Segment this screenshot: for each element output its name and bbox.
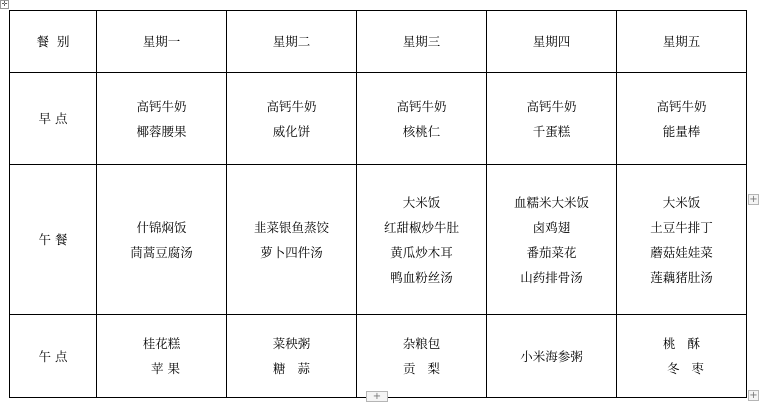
- add-column-button[interactable]: [748, 194, 759, 205]
- menu-item: 蘑菇娃娃菜: [650, 244, 713, 260]
- corner-cell: [10, 11, 97, 73]
- menu-cell[interactable]: [617, 315, 747, 398]
- header-row: [10, 11, 747, 73]
- menu-item: 冬 枣: [659, 361, 704, 376]
- meal-label: 午 餐: [38, 232, 68, 247]
- plus-icon: +: [749, 194, 758, 205]
- menu-cell[interactable]: [97, 165, 227, 315]
- table-resize-handle[interactable]: [748, 390, 759, 401]
- day-header: [617, 11, 747, 73]
- menu-item: 土豆牛排丁: [650, 219, 713, 235]
- meal-row: [10, 165, 747, 315]
- menu-cell[interactable]: [227, 73, 357, 165]
- day-label: 星期五: [662, 34, 701, 49]
- menu-item: 椰蓉腰果: [136, 123, 187, 139]
- add-row-button[interactable]: [366, 391, 388, 402]
- day-label: 星期三: [402, 34, 441, 49]
- plus-icon: +: [749, 390, 758, 401]
- menu-item: 桃 酥: [663, 336, 700, 351]
- menu-item: 番茄菜花: [526, 244, 577, 260]
- menu-cell[interactable]: [487, 73, 617, 165]
- menu-item: 红甜椒炒牛肚: [383, 219, 459, 235]
- day-label: 星期二: [272, 34, 311, 49]
- menu-item: 贡 梨: [403, 361, 440, 376]
- menu-item: 山药排骨汤: [520, 269, 583, 285]
- menu-item: 威化饼: [272, 123, 311, 139]
- menu-item: 大米饭: [662, 194, 701, 210]
- weekly-menu-table: [9, 10, 747, 398]
- menu-item: 高钙牛奶: [266, 98, 317, 114]
- meal-row: [10, 315, 747, 398]
- menu-item: 黄瓜炒木耳: [390, 244, 453, 260]
- menu-item: 大米饭: [402, 194, 441, 210]
- menu-item: 桂花糕: [142, 336, 181, 351]
- menu-cell[interactable]: [97, 73, 227, 165]
- menu-cell[interactable]: [357, 73, 487, 165]
- menu-item: 高钙牛奶: [526, 98, 577, 114]
- menu-item: 卤鸡翅: [532, 219, 571, 235]
- menu-item: 鸭血粉丝汤: [390, 269, 453, 285]
- menu-item: 莲藕猪肚汤: [650, 269, 713, 285]
- meal-label-cell: [10, 315, 97, 398]
- day-label: 星期一: [142, 34, 181, 49]
- menu-item: 什锦焖饭: [136, 219, 187, 235]
- menu-item: 高钙牛奶: [396, 98, 447, 114]
- menu-item: 茼蒿豆腐汤: [130, 244, 193, 260]
- menu-item: 千蛋糕: [532, 123, 571, 139]
- menu-item: 萝卜四件汤: [260, 244, 323, 260]
- day-header: [487, 11, 617, 73]
- menu-cell[interactable]: [357, 165, 487, 315]
- plus-icon: +: [372, 391, 382, 402]
- move-cross-icon: ✛: [1, 0, 8, 8]
- day-header: [357, 11, 487, 73]
- menu-item: 糖 蒜: [273, 361, 310, 376]
- menu-item: 高钙牛奶: [656, 98, 707, 114]
- menu-item: 菜秧粥: [272, 336, 311, 351]
- menu-cell[interactable]: [227, 315, 357, 398]
- day-header: [97, 11, 227, 73]
- day-label: 星期四: [532, 34, 571, 49]
- meal-label-cell: [10, 165, 97, 315]
- menu-item: 血糯米大米饭: [513, 194, 589, 210]
- menu-item: 核桃仁: [402, 123, 441, 139]
- menu-cell[interactable]: [97, 315, 227, 398]
- meal-row: [10, 73, 747, 165]
- menu-item: 杂粮包: [402, 336, 441, 351]
- menu-cell[interactable]: [487, 165, 617, 315]
- menu-item: 能量棒: [662, 123, 701, 139]
- menu-item: 苹 果: [143, 361, 180, 376]
- menu-item: 高钙牛奶: [136, 98, 187, 114]
- meal-label: 早 点: [38, 111, 68, 126]
- menu-cell[interactable]: [617, 165, 747, 315]
- menu-item: 韭菜银鱼蒸饺: [253, 219, 329, 235]
- meal-label: 午 点: [38, 348, 68, 364]
- menu-cell[interactable]: [617, 73, 747, 165]
- menu-cell[interactable]: [227, 165, 357, 315]
- corner-label: 餐 别: [36, 34, 70, 49]
- menu-cell[interactable]: [487, 315, 617, 398]
- day-header: [227, 11, 357, 73]
- meal-label-cell: [10, 73, 97, 165]
- menu-item: 小米海参粥: [520, 348, 583, 364]
- menu-cell[interactable]: [357, 315, 487, 398]
- table-move-handle[interactable]: [0, 0, 9, 9]
